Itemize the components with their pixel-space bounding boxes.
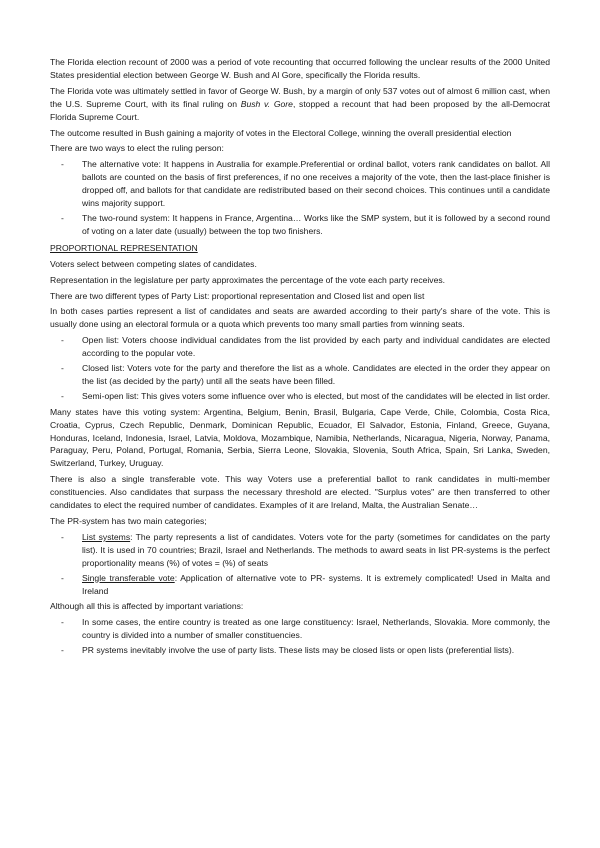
election-ways-list	[50, 158, 550, 237]
party-list-types	[50, 334, 550, 403]
pr-paragraph-8: Although all this is affected by important variations:	[50, 601, 244, 612]
list-item: - Open list: Voters choose individual candidates from the list provided by each party and individual candidates are elected according to the popular vote.	[50, 334, 550, 360]
variations-list	[50, 616, 550, 657]
pr-paragraph-1: Voters select between competing slates of candidates.	[50, 258, 257, 269]
category-text: : The party represents a list of candidates. Voters vote for the party (sometimes for candidates on the party list). It is used in 70 countries; Brazil, Israel and Netherlands. The methods to award seats in list PR-systems is the perfect proportionality means (%) of votes = (%) of seats	[82, 531, 550, 568]
case-name: Bush v. Gore	[240, 98, 293, 109]
category-term: List systems	[82, 531, 131, 542]
pr-paragraph-5: Many states have this voting system: Argentina, Belgium, Benin, Brasil, Bulgaria, Cape Verde, Chile, Colombia, Costa Rica, Croatia, Cyprus, Czech Republic, Denmark, Dominican Republic, Ecuador, El Salvador, Estonia, Finland, Greece, Guyana, Honduras, Iceland, Indonesia, Israel, Latvia, Moldova, Mozambique, Namibia, Netherlands, Nicaragua, Nigeria, Norway, Panama, Paraguay, Peru, Poland, Portugal, Romania, Serbia, Sierra Leone, Slovakia, Slovenia, South Africa, Spain, Sri Lanka, Sweden, Switzerland, Turkey, Uruguay.	[50, 406, 550, 469]
intro-paragraph-4: There are two ways to elect the ruling person:	[50, 143, 224, 154]
list-item	[50, 572, 550, 598]
intro-paragraph-2-end: , stopped a recount that had been proposed by the all-Democrat Florida Supreme Court.	[50, 98, 551, 122]
list-item	[50, 531, 550, 570]
list-item: - The alternative vote: It happens in Australia for example.Preferential or ordinal ballot, voters rank candidates on ballot. All ballots are counted on the basis of first preferences, if no one receives a majority of the vote, then the last-place finisher is dropped off, and ballots for that candidate are redistributed based on their second choices. This continues until a candidate wins majority support.	[50, 158, 550, 210]
list-item: - The two-round system: It happens in France, Argentina… Works like the SMP system, but it is followed by a second round of voting on a later date (usually) between the top two finishers.	[50, 212, 550, 238]
intro-paragraph-1: The Florida election recount of 2000 was a period of vote recounting that occurred following the unclear results of the 2000 United States presidential election between George W. Bush and Al Gore, specifically the Florida results.	[50, 57, 550, 80]
pr-paragraph-7: The PR-system has two main categories;	[50, 516, 207, 526]
category-text: : Application of alternative vote to PR- systems. It is extremely complicated! Used in Malta and Ireland	[82, 572, 550, 596]
intro-paragraph-3: The outcome resulted in Bush gaining a majority of votes in the Electoral College, winning the overall presidential election	[50, 127, 512, 138]
intro-paragraph-2	[50, 85, 550, 124]
document-page	[50, 56, 550, 660]
pr-paragraph-2: Representation in the legislature per party approximates the percentage of the vote each party receives.	[50, 274, 446, 285]
list-item: - Semi-open list: This gives voters some influence over who is elected, but most of the candidates will be elected in list order.	[50, 390, 550, 403]
intro-paragraph-2-start: The Florida vote was ultimately settled in favor of George W. Bush, by a margin of only 537 votes out of almost 6 million cast, when the U.S. Supreme Court, with its final ruling on	[50, 85, 550, 109]
pr-paragraph-6: There is also a single transferable vote. This way Voters use a preferential ballot to rank candidates in multi-member constituencies. Also candidates that surpass the necessary threshold are elected. "Surplus votes" are then transferred to other candidates to elect the required number of candidates. Examples of it are Ireland, Malta, the Australian Senate…	[50, 474, 550, 511]
pr-categories-list	[50, 531, 550, 598]
pr-paragraph-4: In both cases parties represent a list of candidates and seats are awarded according to their party's share of the vote. This is usually done using an electoral formula or a quota which prevents too many small parties from winning seats.	[50, 306, 550, 330]
pr-paragraph-3: There are two different types of Party List: proportional representation and Closed list and open list	[50, 290, 425, 301]
list-item: - PR systems inevitably involve the use of party lists. These lists may be closed lists or open lists (preferential lists).	[50, 644, 550, 657]
category-term: Single transferable vote	[82, 572, 175, 583]
list-item: - In some cases, the entire country is treated as one large constituency: Israel, Netherlands, Slovakia. More commonly, the country is divided into a number of smaller constituencies.	[50, 616, 550, 642]
section-heading: PROPORTIONAL REPRESENTATION	[50, 242, 198, 253]
list-item: - Closed list: Voters vote for the party and therefore the list as a whole. Candidates are elected in the order they appear on the list (as decided by the party) until all the seats have been filled.	[50, 362, 550, 388]
